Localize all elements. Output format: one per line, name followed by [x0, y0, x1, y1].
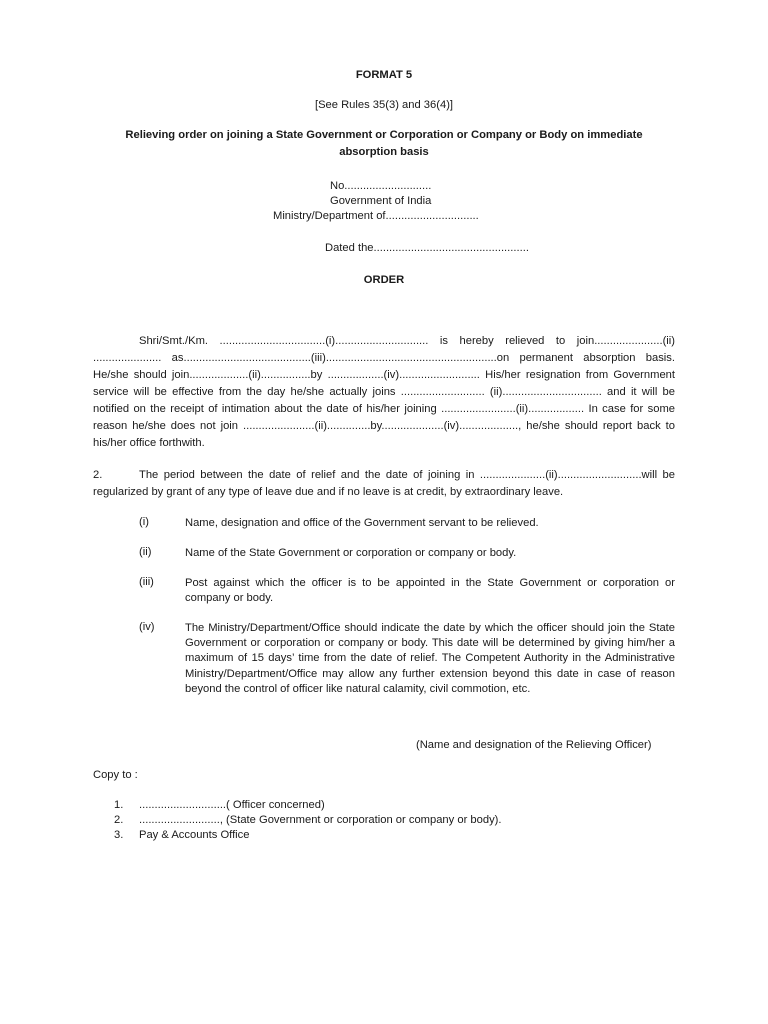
rules-reference: [See Rules 35(3) and 36(4)]: [314, 99, 454, 111]
copy-to-number: 2.: [114, 814, 124, 826]
ministry-department: Ministry/Department of..............................: [273, 210, 479, 222]
paragraph-1: [93, 333, 675, 452]
copy-to-text: Pay & Accounts Office: [139, 829, 250, 841]
copy-to-text: ............................( Officer concerned): [139, 799, 325, 811]
format-heading: FORMAT 5: [355, 69, 413, 81]
copy-to-heading: Copy to :: [93, 769, 138, 781]
note-label: (ii): [139, 546, 152, 558]
copy-to-text: .........................., (State Government or corporation or company or body).: [139, 814, 502, 826]
copy-to-number: 1.: [114, 799, 124, 811]
paragraph-2: [93, 467, 675, 501]
reference-number: No............................: [330, 180, 432, 192]
government-name: Government of India: [330, 195, 432, 207]
order-heading: ORDER: [363, 274, 405, 286]
paragraph-2-number: 2.: [93, 469, 103, 481]
note-label: (iii): [139, 576, 154, 588]
note-label: (iv): [139, 621, 155, 633]
copy-to-number: 3.: [114, 829, 124, 841]
paragraph-1-text: Shri/Smt./Km. ..................................(i).............................. is hereby relieved to join......................(ii) ...................... as.........................................(iii).......................................................on permanent absorption basis. He/she should join...................(ii)................by ..................(iv).......................... His/her resignation from Government service will be effective from the day he/she actually joins ........................... (ii)................................ and it will be notified on the receipt of intimation about the date of his/her joining ........................(ii).................. In case for some reason he/she does not join .......................(ii)..............by....................(iv)..................., he/she should report back to his/her office forthwith.: [93, 335, 675, 449]
note-label: (i): [139, 516, 149, 528]
relieving-officer-signature: (Name and designation of the Relieving Officer): [416, 739, 652, 751]
copy-to-item: [114, 829, 249, 841]
paragraph-2-text: The period between the date of relief and the date of joining in .....................(ii)...........................will be regularized by grant of any type of leave due and if no leave is at credit, by extraordinary leave.: [93, 469, 675, 498]
dated-line: Dated the..................................................: [325, 242, 529, 254]
order-title-line2: absorption basis: [339, 146, 429, 158]
copy-to-item: [114, 799, 325, 811]
copy-to-item: [114, 814, 502, 826]
note-text: Post against which the officer is to be appointed in the State Government or corporation or company or body.: [185, 577, 675, 605]
note-text: Name of the State Government or corporation or company or body.: [185, 547, 517, 559]
note-text: Name, designation and office of the Government servant to be relieved.: [185, 517, 539, 529]
note-text: The Ministry/Department/Office should indicate the date by which the officer should join the State Government or corporation or company or body. This date will be determined by giving him/her a maximum of 15 days’ time from the date of relief. The Competent Authority in the Administrative Ministry/Department/Office may allow any further extension beyond this date in case of reason beyond the control of officer like natural calamity, civil commotion, etc.: [185, 622, 675, 695]
order-title-line1: Relieving order on joining a State Government or Corporation or Company or Body on immediate: [125, 129, 643, 141]
